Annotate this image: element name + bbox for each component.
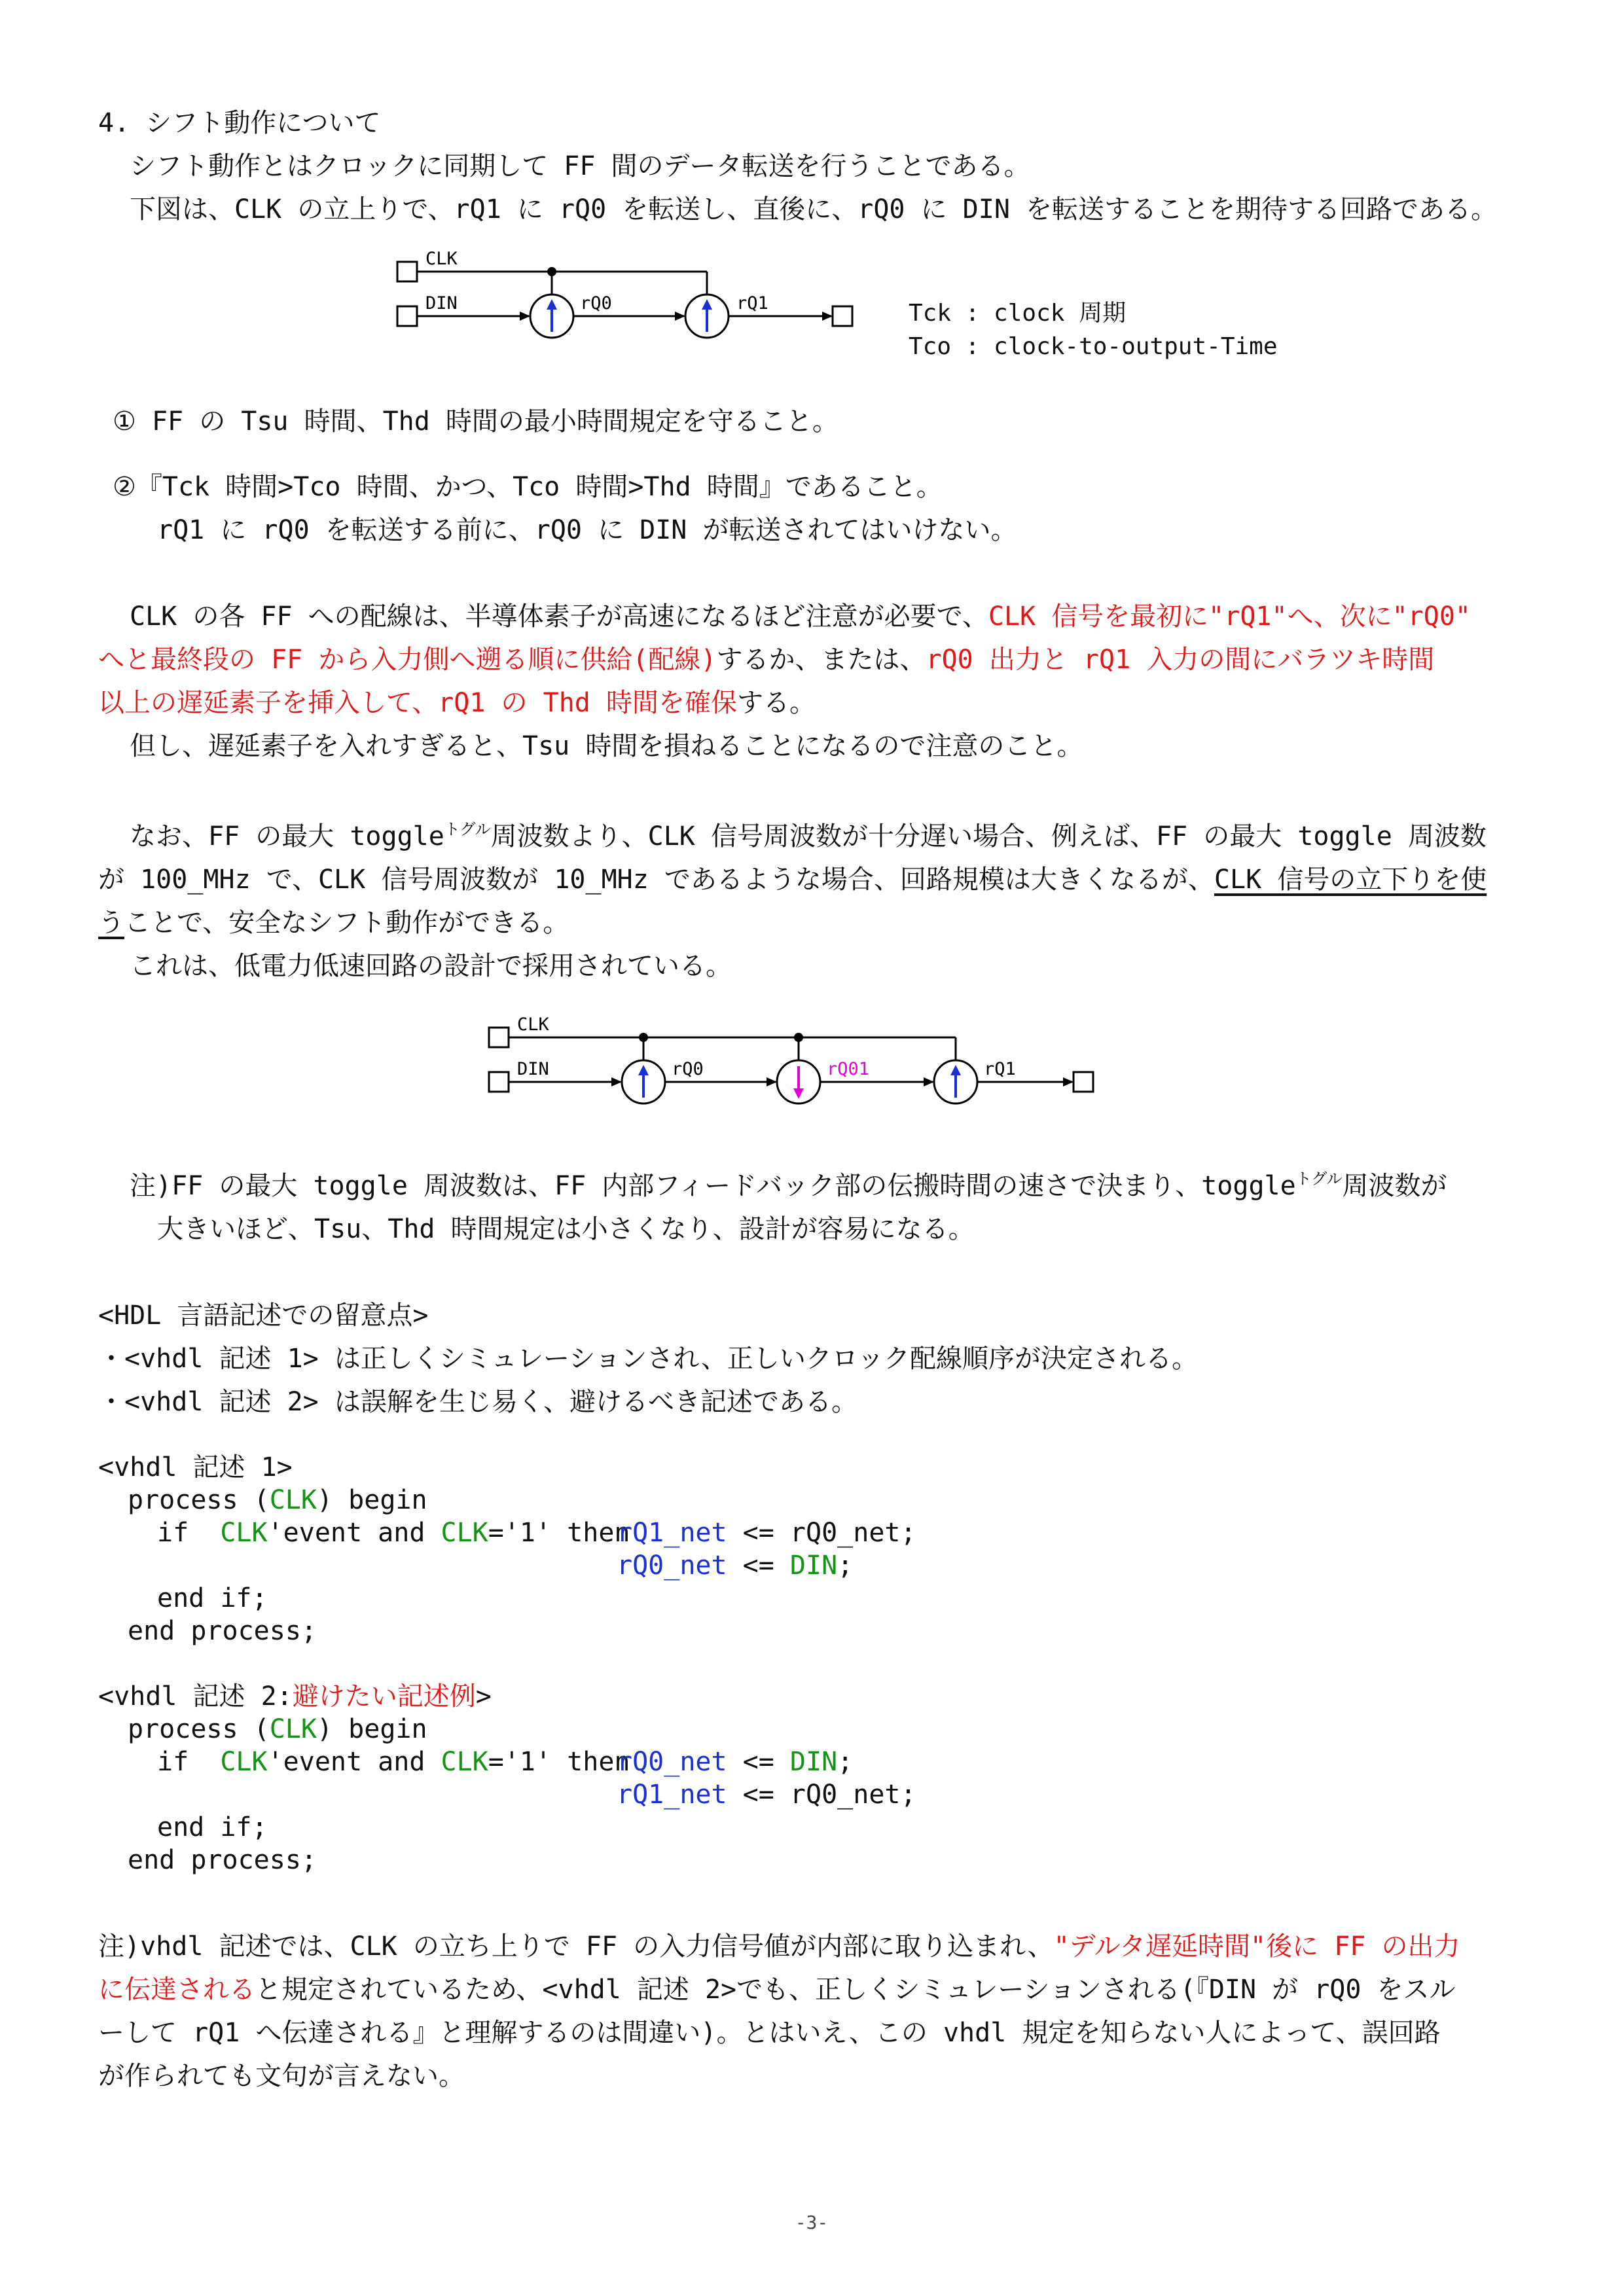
clk-signal: CLK — [441, 1747, 488, 1777]
para2-line-1 — [130, 819, 1487, 857]
code2-title-pre: <vhdl 記述 2: — [98, 1681, 293, 1712]
shift-circuit-diagram-2 — [471, 1008, 1113, 1113]
clk-port — [489, 1028, 509, 1047]
rq0-label: rQ0 — [672, 1059, 704, 1079]
rq01-label: rQ01 — [827, 1059, 870, 1079]
code2-title — [98, 1679, 492, 1713]
legend-tco: Tco : clock-to-output-Time — [909, 333, 1278, 360]
then-keyword: ='1' then — [488, 1747, 630, 1777]
clk-label: CLK — [425, 249, 458, 269]
clk-signal: CLK — [220, 1518, 268, 1548]
code1-end-if: end if; — [157, 1583, 268, 1613]
intro-line-1: シフト動作とはクロックに同期して FF 間のデータ転送を行うことである。 — [130, 151, 1030, 181]
semicolon: ; — [837, 1551, 854, 1581]
din-port — [397, 306, 417, 326]
note2-text-c: に伝達される — [98, 1975, 255, 2005]
intro-line-2: 下図は、CLK の立上りで、rQ1 に rQ0 を転送し、直後に、rQ0 に DIN を転送することを期待する回路である。 — [130, 194, 1498, 224]
para2-line-2 — [98, 863, 1487, 897]
rule-2-detail: rQ1 に rQ0 を転送する前に、rQ0 に DIN が転送されてはいけない。 — [157, 515, 1017, 545]
para2-line-4: これは、低電力低速回路の設計で採用されている。 — [130, 951, 732, 981]
para2-text-e: う — [98, 908, 124, 938]
code1-title: <vhdl 記述 1> — [98, 1452, 293, 1482]
code2-process-line — [128, 1712, 427, 1746]
para1-text-d: するか、または、 — [716, 645, 926, 675]
if-keyword: if — [157, 1518, 189, 1548]
event-keyword: 'event and — [267, 1518, 425, 1548]
clk-signal: CLK — [441, 1518, 488, 1548]
para1-text-c: へと最終段の FF から入力側へ遡る順に供給(配線) — [98, 645, 717, 675]
assign-operator: <= — [727, 1551, 790, 1581]
code1-end-process: end process; — [128, 1616, 317, 1646]
toggle-kana: トグル — [444, 820, 491, 838]
process-keyword: process ( — [128, 1485, 270, 1515]
clk-signal: CLK — [269, 1714, 317, 1744]
code2-title-red: 避けたい記述例 — [292, 1681, 476, 1712]
para1-text-f: 以上の遅延素子を挿入して、rQ1 の Thd 時間を確保 — [98, 688, 737, 718]
code2-assign-2 — [617, 1778, 916, 1812]
section-title: 4. シフト動作について — [98, 108, 381, 138]
para1-line-3 — [98, 686, 816, 720]
din-label: DIN — [517, 1059, 549, 1079]
code1-if-line — [157, 1516, 630, 1550]
code2-if-line — [157, 1745, 630, 1779]
begin-keyword: ) begin — [317, 1714, 427, 1744]
rq1-label: rQ1 — [984, 1059, 1016, 1079]
code1-assign-1 — [617, 1516, 916, 1550]
note2-line-2 — [98, 1973, 1456, 2007]
para2-text-d: CLK 信号の立下りを使 — [1214, 865, 1487, 895]
hdl-bullet-2: ・<vhdl 記述 2> は誤解を生じ易く、避けるべき記述である。 — [98, 1387, 858, 1417]
note2-text-d: と規定されているため、<vhdl 記述 2>でも、正しくシミュレーションされる(『DIN が rQ0 をスル — [255, 1975, 1456, 2005]
code2-end-if: end if; — [157, 1812, 268, 1842]
hdl-bullet-1: ・<vhdl 記述 1> は正しくシミュレーションされ、正しいクロック配線順序が決定される。 — [98, 1344, 1199, 1374]
para1-line-2 — [98, 643, 1434, 677]
note1-text-b: 周波数が — [1342, 1171, 1447, 1201]
rule-2: ②『Tck 時間>Tco 時間、かつ、Tco 時間>Thd 時間』であること。 — [113, 472, 943, 502]
note1-text-a: 注)FF の最大 toggle 周波数は、FF 内部フィードバック部の伝搬時間の速さで決まり、toggle — [130, 1171, 1296, 1201]
rq1-label: rQ1 — [736, 293, 768, 314]
note2-text-a: 注)vhdl 記述では、CLK の立ち上りで FF の入力信号値が内部に取り込まれ、 — [98, 1931, 1054, 1962]
code1-process-line — [128, 1483, 427, 1517]
assign-operator: <= — [727, 1747, 790, 1777]
legend-tck: Tck : clock 周期 — [909, 300, 1127, 327]
semicolon: ; — [837, 1747, 854, 1777]
para1-text-b: CLK 信号を最初に"rQ1"へ、次に"rQ0" — [988, 601, 1471, 632]
rq0-label: rQ0 — [580, 293, 612, 314]
process-keyword: process ( — [128, 1714, 270, 1744]
din-port — [489, 1072, 509, 1092]
code1-assign-2 — [617, 1549, 853, 1583]
assign-rhs: <= rQ0_net; — [727, 1518, 916, 1548]
din-signal: DIN — [789, 1551, 838, 1581]
para2-text-f: ことで、安全なシフト動作ができる。 — [124, 908, 569, 938]
code2-assign-1 — [617, 1745, 853, 1779]
para2-line-3 — [98, 906, 569, 940]
code2-title-post: > — [475, 1681, 492, 1712]
note2-line-1 — [98, 1929, 1460, 1964]
page-number: -3- — [795, 2212, 829, 2233]
hdl-heading: <HDL 言語記述での留意点> — [98, 1300, 429, 1331]
rq0-net-signal: rQ0_net — [617, 1747, 727, 1777]
para2-text-c: が 100_MHz で、CLK 信号周波数が 10_MHz であるような場合、回路規模は大きくなるが、 — [98, 865, 1214, 895]
clk-junction — [547, 267, 556, 276]
begin-keyword: ) begin — [317, 1485, 427, 1515]
rq0-net-signal: rQ0_net — [617, 1551, 727, 1581]
note1-line-1 — [130, 1169, 1447, 1206]
clk-junction — [639, 1033, 648, 1042]
rule-1: ① FF の Tsu 時間、Thd 時間の最小時間規定を守ること。 — [113, 406, 839, 437]
din-signal: DIN — [789, 1747, 838, 1777]
toggle-kana: トグル — [1295, 1170, 1343, 1188]
para1-text-e: rQ0 出力と rQ1 入力の間にバラツキ時間 — [926, 645, 1435, 675]
para2-text-b: 周波数より、CLK 信号周波数が十分遅い場合、例えば、FF の最大 toggle 周波数 — [490, 821, 1487, 852]
para1-text-g: する。 — [736, 688, 816, 718]
clk-label: CLK — [517, 1014, 549, 1035]
rq1-output-port — [1074, 1072, 1093, 1092]
clk-signal: CLK — [269, 1485, 317, 1515]
if-keyword: if — [157, 1747, 189, 1777]
para2-text-a: なお、FF の最大 toggle — [130, 821, 444, 852]
rq1-net-signal: rQ1_net — [617, 1780, 727, 1810]
note1-line-2: 大きいほど、Tsu、Thd 時間規定は小さくなり、設計が容易になる。 — [157, 1214, 975, 1244]
rq1-net-signal: rQ1_net — [617, 1518, 727, 1548]
din-label: DIN — [425, 293, 458, 314]
note2-line-4: が作られても文句が言えない。 — [98, 2061, 465, 2091]
note2-line-3: ーして rQ1 へ伝達される』と理解するのは間違い)。とはいえ、この vhdl 規定を知らない人によって、誤回路 — [98, 2018, 1441, 2048]
clk-junction — [794, 1033, 803, 1042]
clk-signal: CLK — [220, 1747, 268, 1777]
then-keyword: ='1' then — [488, 1518, 630, 1548]
para1-line-4: 但し、遅延素子を入れすぎると、Tsu 時間を損ねることになるので注意のこと。 — [130, 731, 1083, 761]
note2-text-b: "デルタ遅延時間"後に FF の出力 — [1053, 1931, 1460, 1962]
assign-rhs: <= rQ0_net; — [727, 1780, 916, 1810]
event-keyword: 'event and — [267, 1747, 425, 1777]
clk-port — [397, 262, 417, 281]
para1-text-a: CLK の各 FF への配線は、半導体素子が高速になるほど注意が必要で、 — [130, 601, 988, 632]
rq1-output-port — [833, 306, 852, 326]
code2-end-process: end process; — [128, 1845, 317, 1875]
shift-circuit-diagram-1 — [380, 242, 903, 347]
para1-line-1 — [130, 600, 1471, 634]
